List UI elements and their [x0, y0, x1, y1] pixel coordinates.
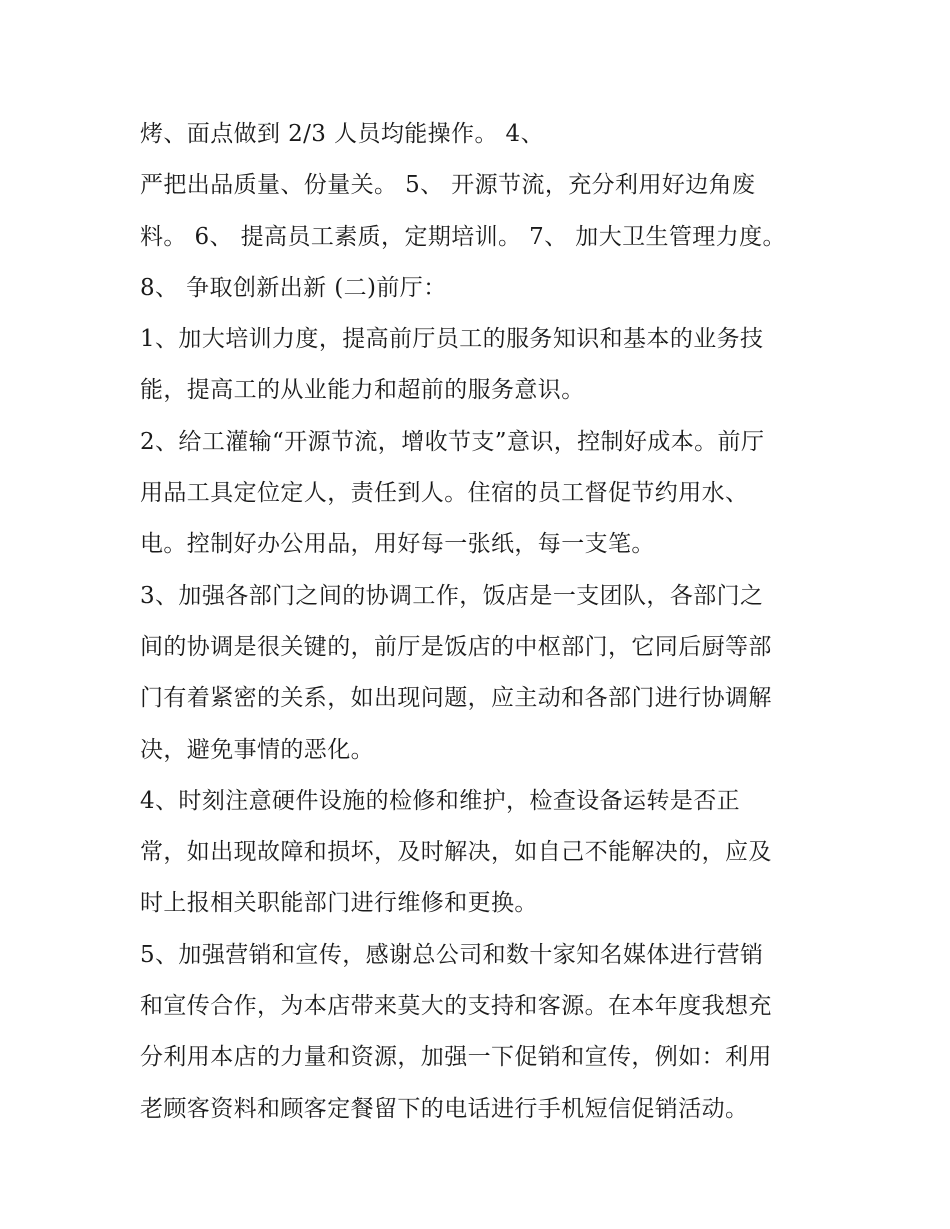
text-line: 烤、面点做到 2/3 人员均能操作。 4、	[140, 121, 544, 147]
text-line: 门有着紧密的关系，如出现问题，应主动和各部门进行协调解	[140, 685, 772, 712]
text-line: 间的协调是很关键的，前厅是饭店的中枢部门，它同后厨等部	[140, 633, 772, 660]
text-line: 用品工具定位定人，责任到人。住宿的员工督促节约用水、	[140, 480, 749, 507]
text-line: 料。 6、 提高员工素质，定期培训。 7、 加大卫生管理力度。	[140, 223, 786, 250]
text-line: 老顾客资料和顾客定餐留下的电话进行手机短信促销活动。	[140, 1095, 749, 1122]
text-line: 分利用本店的力量和资源，加强一下促销和宣传，例如：利用	[140, 1044, 772, 1071]
text-line: 4、时刻注意硬件设施的检修和维护，检查设备运转是否正	[140, 787, 741, 814]
text-line: 和宣传合作，为本店带来莫大的支持和客源。在本年度我想充	[140, 993, 772, 1020]
text-line: 2、给工灌输“开源节流，增收节支”意识，控制好成本。前厅	[140, 428, 765, 455]
document-body	[140, 109, 820, 1135]
text-line: 能，提高工的从业能力和超前的服务意识。	[140, 377, 585, 404]
text-line: 严把出品质量、份量关。 5、 开源节流，充分利用好边角废	[140, 172, 756, 199]
text-line: 8、 争取创新出新 (二)前厅：	[140, 274, 447, 301]
text-line: 1、加大培训力度，提高前厅员工的服务知识和基本的业务技	[140, 326, 764, 353]
text-line: 电。控制好办公用品，用好每一张纸，每一支笔。	[140, 531, 655, 558]
text-line: 时上报相关职能部门进行维修和更换。	[140, 890, 538, 917]
text-line: 5、加强营销和宣传，感谢总公司和数十家知名媒体进行营销	[140, 941, 764, 968]
text-line: 决，避免事情的恶化。	[140, 736, 374, 763]
text-line: 常，如出现故障和损坏，及时解决，如自己不能解决的，应及	[140, 839, 772, 866]
text-line: 3、加强各部门之间的协调工作，饭店是一支团队，各部门之	[140, 582, 764, 609]
